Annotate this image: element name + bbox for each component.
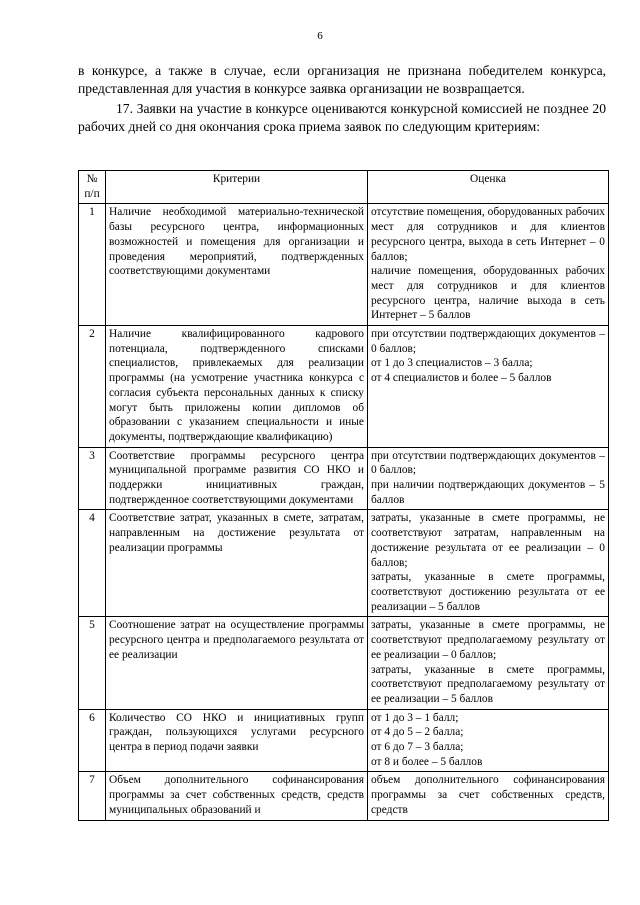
table-row: [79, 510, 609, 617]
row-score: при отсутствии подтверждающих документов – 0 баллов; от 1 до 3 специалистов – 3 балла; от 4 специалистов и более – 5 баллов: [368, 326, 609, 448]
row-number: 5: [79, 617, 106, 709]
row-criterion: Объем дополнительного софинансирования программы за счет собственных средств, средств муниципальных образований и: [106, 772, 368, 820]
row-score: затраты, указанные в смете программы, не соответствуют предполагаемому результату от ее реализации – 0 баллов; затраты, указанные в смете программы, соответствуют предполагаемому результату от ее реализации – 5 баллов: [368, 617, 609, 709]
header-criteria: Критерии: [106, 171, 368, 204]
row-score: отсутствие помещения, оборудованных рабочих мест для сотрудников и для клиентов ресурсного центра, выхода в сеть Интернет – 0 баллов; наличие помещения, оборудованных рабочих мест для сотрудников и для клиентов ресурсного центра, наличие выхода в сеть Интернет – 5 баллов: [368, 204, 609, 326]
table-header-row: [79, 171, 609, 204]
row-criterion: Соответствие программы ресурсного центра муниципальной программе развития СО НКО и поддержки инициативных граждан, подтвержденное соответствующими документами: [106, 447, 368, 510]
row-criterion: Наличие необходимой материально-технической базы ресурсного центра, информационных возможностей и помещения для организации и проведения мероприятий, подтвержденных соответствующими документами: [106, 204, 368, 326]
table-row: [79, 709, 609, 772]
row-number: 3: [79, 447, 106, 510]
intro-paragraph-1: в конкурсе, а также в случае, если организация не признана победителем конкурса, представленная для участия в конкурсе заявка организации не возвращается.: [78, 63, 606, 96]
row-number: 6: [79, 709, 106, 772]
row-score: объем дополнительного софинансирования программы за счет собственных средств, средств: [368, 772, 609, 820]
header-score: Оценка: [368, 171, 609, 204]
table-row: [79, 326, 609, 448]
table-row: [79, 204, 609, 326]
row-criterion: Количество СО НКО и инициативных групп граждан, пользующихся услугами ресурсного центра в период подачи заявки: [106, 709, 368, 772]
table-row: [79, 447, 609, 510]
row-number: 4: [79, 510, 106, 617]
page-number: 6: [317, 30, 323, 42]
intro-paragraph-2: 17. Заявки на участие в конкурсе оцениваются конкурсной комиссией не позднее 20 рабочих дней со дня окончания срока приема заявок по следующим критериям:: [78, 101, 606, 134]
row-criterion: Соотношение затрат на осуществление программы ресурсного центра и предполагаемого результата от ее реализации: [106, 617, 368, 709]
row-criterion: Наличие квалифицированного кадрового потенциала, подтвержденного списками специалистов, привлекаемых для реализации программы (на усмотрение участника конкурса с согласия субъекта персональных данных к списку могут быть приложены копии дипломов об образовании с указанием специальности и иные документы, подтверждающие квалификацию): [106, 326, 368, 448]
row-criterion: Соответствие затрат, указанных в смете, затратам, направленным на достижение результата от реализации программы: [106, 510, 368, 617]
row-number: 7: [79, 772, 106, 820]
table-row: [79, 772, 609, 820]
row-score: от 1 до 3 – 1 балл; от 4 до 5 – 2 балла; от 6 до 7 – 3 балла; от 8 и более – 5 баллов: [368, 709, 609, 772]
row-score: при отсутствии подтверждающих документов – 0 баллов; при наличии подтверждающих документов – 5 баллов: [368, 447, 609, 510]
criteria-table: [78, 170, 609, 821]
row-number: 2: [79, 326, 106, 448]
header-number: № п/п: [79, 171, 106, 204]
intro-text: [78, 62, 606, 136]
row-number: 1: [79, 204, 106, 326]
row-score: затраты, указанные в смете программы, не соответствуют затратам, направленным на достижение результата от ее реализации – 0 баллов; затраты, указанные в смете программы, соответствуют достижению результата от ее реализации – 5 баллов: [368, 510, 609, 617]
table-row: [79, 617, 609, 709]
